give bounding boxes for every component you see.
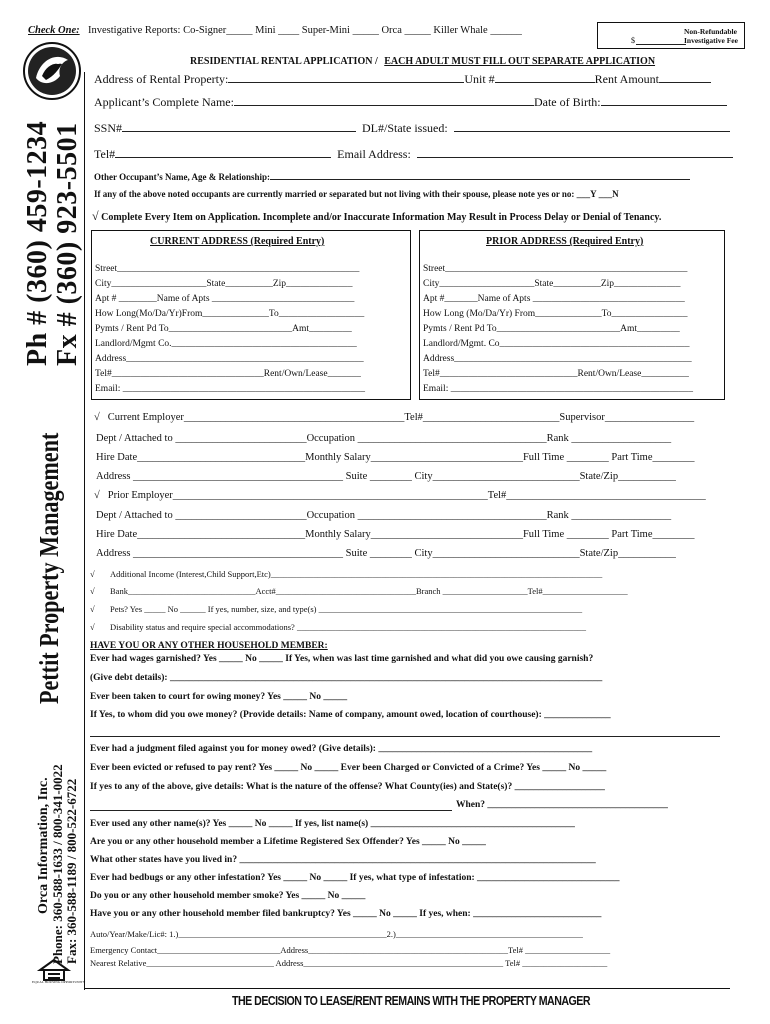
current-employer-hire[interactable]: Hire Date________________________________Monthly Salary_____________________________Full Time ________ Part Time________ (96, 452, 695, 463)
current-employer-address[interactable]: Address ________________________________________ Suite ________ City____________________________State/Zip___________ (96, 471, 676, 482)
unit-field[interactable] (495, 72, 595, 83)
prior-employer-row (94, 490, 706, 501)
check-one-label: Check One: (28, 25, 80, 36)
occupants-label: Other Occupant’s Name, Age & Relationship: (94, 172, 270, 182)
bank-check-icon: √ (90, 586, 95, 596)
rent-amount-label: Rent Amount (594, 72, 659, 86)
ssn-field[interactable] (122, 121, 356, 132)
current-address-line[interactable]: Email: ___________________________________________________ (95, 384, 365, 394)
fee-label-2: Investigative Fee (684, 36, 738, 45)
prior-address-title: PRIOR ADDRESS (Required Entry) (486, 236, 644, 247)
tel-field[interactable] (115, 147, 331, 158)
prior-address-line[interactable]: City____________________State__________Zip______________ (423, 279, 681, 289)
dob-field[interactable] (601, 95, 727, 106)
q-court[interactable]: Ever been taken to court for owing money? Yes _____ No _____ (90, 692, 348, 702)
prior-address-line[interactable]: Street___________________________________________________ (423, 264, 688, 274)
q-bankruptcy[interactable]: Have you or any other household member filed bankruptcy? Yes _____ No _____ If yes, when: ___________________________ (90, 909, 602, 919)
q-other-names[interactable]: Ever used any other name(s)? Yes _____ No _____ If yes, list name(s) ___________________________________________ (90, 819, 575, 829)
complete-notice (92, 209, 661, 224)
current-address-line[interactable]: Apt # ________Name of Apts ______________________________ (95, 294, 355, 304)
q-garnished[interactable]: Ever had wages garnished? Yes _____ No _____ If Yes, when was last time garnished and what did you owe causing garnish? (90, 654, 594, 664)
household-header: HAVE YOU OR ANY OTHER HOUSEHOLD MEMBER: (90, 641, 328, 651)
prior-employer-check-icon: √ (94, 490, 100, 501)
email-label: Email Address: (337, 147, 411, 161)
prior-address-line[interactable]: Tel#_____________________________Rent/Own/Lease__________ (423, 369, 689, 379)
equal-housing-label: EQUAL HOUSING OPPORTUNITY (32, 980, 86, 984)
prior-address-line[interactable]: Landlord/Mgmt. Co________________________________________ (423, 339, 690, 349)
email-field[interactable] (417, 147, 733, 158)
current-address-line[interactable]: How Long(Mo/Da/Yr)From______________To__________________ (95, 309, 365, 319)
current-address-box (91, 230, 411, 400)
left-border (84, 72, 85, 990)
ssn-row (94, 121, 730, 136)
q-when[interactable]: When? ______________________________________ (456, 800, 668, 810)
dl-field[interactable] (454, 121, 730, 132)
q-evicted[interactable]: Ever been evicted or refused to pay rent? Yes _____ No _____ Ever been Charged or Convicted of a Crime? Yes _____ No _____ (90, 763, 607, 773)
prior-address-line[interactable]: Address__________________________________________________ (423, 354, 692, 364)
tel-row (94, 147, 733, 162)
disability-row (90, 622, 586, 632)
bottom-rule (84, 988, 730, 989)
occupants-row (94, 171, 690, 182)
prior-employer-address[interactable]: Address ________________________________________ Suite ________ City____________________________State/Zip___________ (96, 548, 676, 559)
sidebar-company: Pettit Property Management (34, 432, 64, 704)
q-debt-details[interactable]: (Give debt details): ___________________________________________________________________________________________ (90, 673, 603, 683)
fee-box[interactable] (597, 22, 745, 49)
prior-address-box (419, 230, 725, 400)
check-mark-icon: √ (92, 209, 99, 223)
pets-text[interactable]: Pets? Yes _____ No ______ If yes, number, size, and type(s) ______________________________________________________________ (110, 604, 583, 614)
q-whom-owed[interactable]: If Yes, to whom did you owe money? (Provide details: Name of company, amount owed, location of courthouse): ______________ (90, 710, 611, 720)
app-title (190, 56, 655, 67)
applicant-label: Applicant’s Complete Name: (94, 95, 234, 109)
orca-logo-icon (22, 40, 82, 102)
prior-address-line[interactable]: Apt #_______Name of Apts ________________________________ (423, 294, 685, 304)
dl-label: DL#/State issued: (362, 121, 448, 135)
fee-dollar: $ (631, 36, 635, 45)
current-address-line[interactable]: Landlord/Mgmt Co._______________________________________ (95, 339, 357, 349)
auto-row[interactable]: Auto/Year/Make/Lic#: 1.)_________________________________________________2.)____________________________________________ (90, 929, 583, 939)
sidebar-orca-phone: Phone: 360-588-1633 / 800-341-0022 (50, 764, 65, 964)
nearest-relative-row[interactable]: Nearest Relative______________________________ Address_______________________________________________ Tel# ____________________ (90, 958, 608, 968)
q-bedbugs[interactable]: Ever had bedbugs or any other infestation? Yes _____ No _____ If yes, what type of infestation: ______________________________ (90, 873, 620, 883)
sidebar-fax: Fx # (360) 923-5501 (52, 122, 83, 366)
q-smoke[interactable]: Do you or any other household member smoke? Yes _____ No _____ (90, 891, 366, 901)
report-type-options[interactable]: Investigative Reports: Co-Signer_____ Mini ____ Super-Mini _____ Orca _____ Killer Whale ______ (88, 25, 522, 36)
current-employer-check-icon: √ (94, 412, 100, 423)
sidebar-orca-fax: Fax: 360-588-1189 / 800-522-6722 (64, 778, 79, 964)
app-title-main: RESIDENTIAL RENTAL APPLICATION / (190, 56, 378, 67)
prior-address-line[interactable]: How Long (Mo/Da/Yr) From______________To________________ (423, 309, 688, 319)
prior-employer-hire[interactable]: Hire Date________________________________Monthly Salary_____________________________Full Time ________ Part Time________ (96, 529, 695, 540)
q-offense-extra-line[interactable] (90, 810, 452, 811)
disability-check-icon: √ (90, 622, 95, 632)
rental-address-label: Address of Rental Property: (94, 72, 229, 86)
sidebar-orca-name: Orca Information, Inc. (36, 777, 51, 914)
current-employer-dept[interactable]: Dept / Attached to _________________________Occupation ____________________________________Rank ___________________ (96, 433, 672, 444)
occupants-field[interactable] (270, 171, 690, 180)
tel-label: Tel# (94, 147, 116, 161)
prior-address-line[interactable]: Email: ___________________________________________________ (423, 384, 693, 394)
income-text[interactable]: Additional Income (Interest,Child Support,Etc)______________________________________________________________________________ (110, 569, 603, 579)
q-whom-owed-extra-line[interactable] (90, 736, 720, 737)
complete-notice-text: Complete Every Item on Application. Incomplete and/or Inaccurate Information May Result in Process Delay or Denial of Tenancy. (101, 212, 662, 223)
footer-notice: THE DECISION TO LEASE/RENT REMAINS WITH THE PROPERTY MANAGER (232, 994, 591, 1008)
applicant-field[interactable] (234, 95, 534, 106)
q-sex-offender[interactable]: Are you or any other household member a Lifetime Registered Sex Offender? Yes _____ No _____ (90, 837, 486, 847)
current-address-line[interactable]: Pymts / Rent Pd To__________________________Amt_________ (95, 324, 352, 334)
fee-label-1: Non-Refundable (684, 27, 737, 36)
rent-amount-field[interactable] (659, 72, 711, 83)
q-offense-details[interactable]: If yes to any of the above, give details: What is the nature of the offense? What County(ies) and State(s)? ___________________ (90, 782, 605, 792)
ssn-label: SSN# (94, 121, 123, 135)
current-employer-row (94, 412, 694, 423)
married-question[interactable]: If any of the above noted occupants are currently married or separated but not living with their spouse, please note yes or no: ___Y ___N (94, 189, 619, 199)
prior-address-line[interactable]: Pymts / Rent Pd To__________________________Amt_________ (423, 324, 680, 334)
pets-check-icon: √ (90, 604, 95, 614)
fee-blank[interactable] (636, 44, 686, 45)
prior-employer-text[interactable]: Prior Employer____________________________________________________________Tel#______________________________________ (107, 490, 706, 501)
income-check-icon: √ (90, 569, 95, 579)
current-address-line[interactable]: Street___________________________________________________ (95, 264, 360, 274)
rental-address-row (94, 72, 711, 87)
applicant-row (94, 95, 727, 110)
sidebar-phone: Ph # (360) 459-1234 (22, 120, 53, 366)
current-address-title: CURRENT ADDRESS (Required Entry) (150, 236, 325, 247)
current-address-line[interactable]: Tel#________________________________Rent/Own/Lease_______ (95, 369, 361, 379)
current-employer-text[interactable]: Current Employer__________________________________________Tel#__________________________Supervisor_________________ (107, 412, 695, 423)
bank-row (90, 586, 628, 596)
pets-row (90, 604, 582, 614)
q-other-states[interactable]: What other states have you lived in? ___________________________________________________________________________ (90, 855, 596, 865)
current-address-line[interactable]: City____________________State__________Zip______________ (95, 279, 353, 289)
equal-housing-icon (32, 958, 86, 986)
prior-employer-dept[interactable]: Dept / Attached to _________________________Occupation ____________________________________Rank ___________________ (96, 510, 672, 521)
dob-label: Date of Birth: (533, 95, 601, 109)
bank-text[interactable]: Bank______________________________Acct#_________________________________Branch ____________________Tel#____________________ (110, 586, 628, 596)
rental-address-field[interactable] (228, 72, 464, 83)
disability-text[interactable]: Disability status and require special accommodations? ____________________________________________________________________ (110, 622, 586, 632)
income-row (90, 569, 602, 579)
emergency-contact-row[interactable]: Emergency Contact_____________________________Address_______________________________________________Tel# ____________________ (90, 945, 611, 955)
current-address-line[interactable]: Address__________________________________________________ (95, 354, 364, 364)
q-judgment[interactable]: Ever had a judgment filed against you for money owed? (Give details): _____________________________________________ (90, 744, 593, 754)
unit-label: Unit # (464, 72, 495, 86)
app-title-underlined: EACH ADULT MUST FILL OUT SEPARATE APPLICATION (384, 56, 656, 67)
